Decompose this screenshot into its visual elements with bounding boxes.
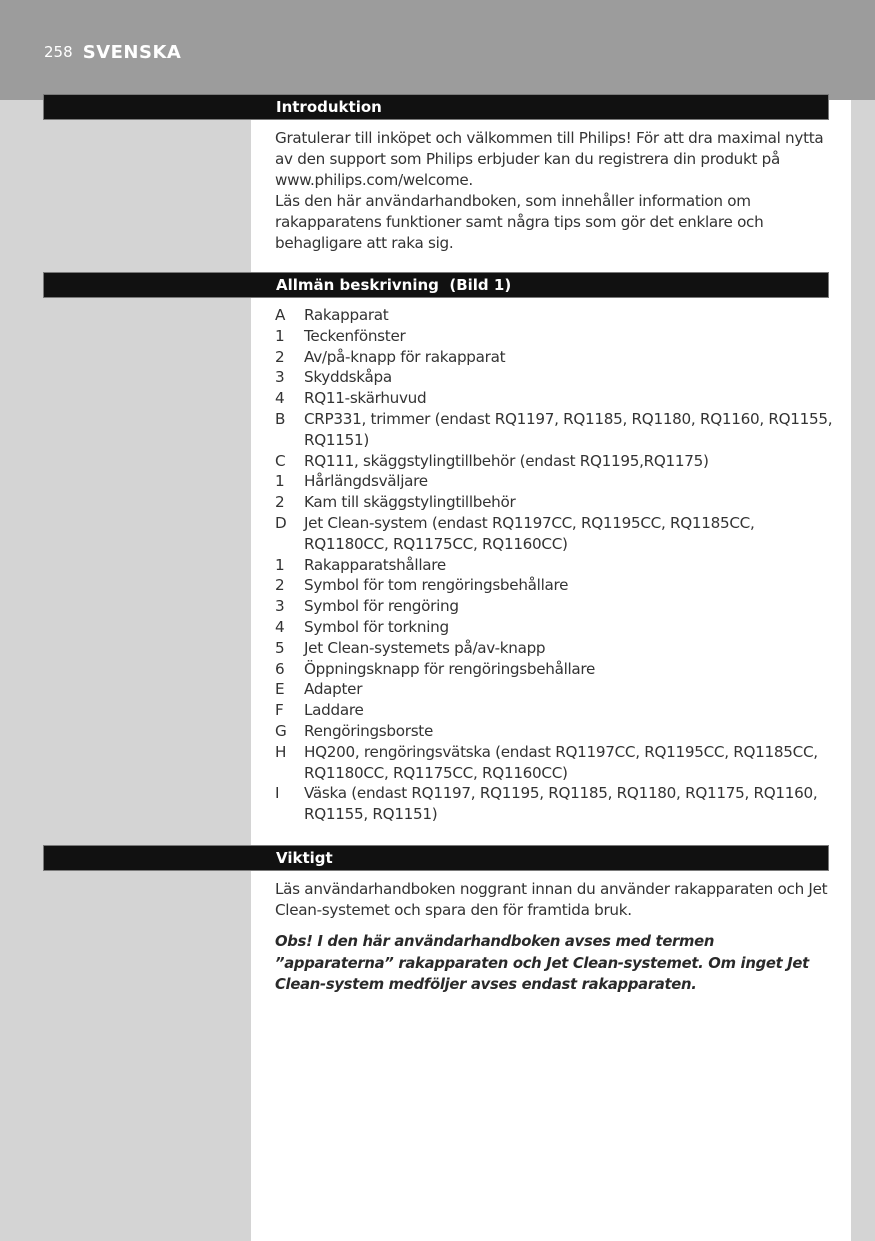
list-item-marker: F: [275, 701, 284, 720]
intro-text: [275, 128, 835, 254]
list-item: [275, 326, 840, 347]
list-item-text: Väska (endast RQ1197, RQ1195, RQ1185, RQ1180, RQ1175, RQ1160, RQ1155, RQ1151): [304, 784, 818, 824]
list-item-marker: 1: [275, 472, 285, 491]
list-item-marker: H: [275, 742, 287, 761]
list-item: [275, 555, 840, 576]
list-item-marker: C: [275, 451, 286, 470]
list-item-marker: 1: [275, 326, 285, 345]
list-item-text: Av/på-knapp för rakapparat: [304, 347, 506, 366]
list-item-text: Jet Clean-systemets på/av-knapp: [304, 638, 546, 657]
list-item-marker: 4: [275, 617, 285, 636]
list-item-text: Skyddskåpa: [304, 368, 392, 387]
page-number: 258: [44, 43, 73, 61]
list-item-text: HQ200, rengöringsvätska (endast RQ1197CC, RQ1195CC, RQ1185CC, RQ1180CC, RQ1175CC, RQ1160CC): [304, 742, 818, 782]
section-title-introduction: Introduktion: [276, 98, 382, 116]
section-title-important: Viktigt: [276, 849, 333, 867]
list-item: [275, 638, 840, 659]
list-item-text: RQ111, skäggstylingtillbehör (endast RQ1195,RQ1175): [304, 451, 709, 470]
list-item-marker: 2: [275, 576, 285, 595]
list-item-text: Adapter: [304, 680, 363, 699]
list-item-text: Rengöringsborste: [304, 721, 434, 740]
list-item-marker: 6: [275, 659, 285, 678]
list-item-text: Kam till skäggstylingtillbehör: [304, 493, 516, 512]
list-item-marker: D: [275, 513, 287, 532]
list-item: [275, 721, 840, 742]
list-item: [275, 783, 840, 825]
section-title-general-description: Allmän beskrivning (Bild 1): [276, 276, 512, 294]
list-item-text: Teckenfönster: [304, 326, 406, 345]
list-item-text: RQ11-skärhuvud: [304, 389, 427, 408]
language-label: SVENSKA: [82, 42, 182, 63]
list-item-text: Rakapparatshållare: [304, 555, 446, 574]
list-item: [275, 659, 840, 680]
section-bar-introduction: [43, 94, 829, 120]
list-item-text: Symbol för rengöring: [304, 597, 459, 616]
list-item-text: Öppningsknapp för rengöringsbehållare: [304, 659, 596, 678]
list-item: [275, 388, 840, 409]
list-item-marker: 2: [275, 493, 285, 512]
list-item: [275, 679, 840, 700]
list-item: [275, 367, 840, 388]
section-bar-important: [43, 845, 829, 871]
list-item: [275, 451, 840, 472]
list-item: [275, 347, 840, 368]
list-item-marker: E: [275, 680, 285, 699]
list-item-text: Jet Clean-system (endast RQ1197CC, RQ1195CC, RQ1185CC, RQ1180CC, RQ1175CC, RQ1160CC): [304, 513, 755, 553]
list-item-text: Hårlängdsväljare: [304, 472, 428, 491]
intro-paragraph: Gratulerar till inköpet och välkommen till Philips! För att dra maximal nytta av den support som Philips erbjuder kan du registrera din produkt på www.philips.com/welcome.: [275, 129, 824, 189]
list-item-text: Symbol för torkning: [304, 617, 449, 636]
list-item-marker: 3: [275, 597, 285, 616]
list-item-text: Symbol för tom rengöringsbehållare: [304, 576, 569, 595]
list-item-marker: 4: [275, 389, 285, 408]
list-item-marker: A: [275, 306, 286, 324]
list-item: [275, 617, 840, 638]
list-item: [275, 596, 840, 617]
list-item: [275, 700, 840, 721]
list-item: [275, 492, 840, 513]
list-item: [275, 305, 840, 326]
list-item: [275, 471, 840, 492]
list-item-marker: B: [275, 409, 286, 428]
list-item-marker: G: [275, 721, 287, 740]
list-item-text: CRP331, trimmer (endast RQ1197, RQ1185, RQ1180, RQ1160, RQ1155, RQ1151): [304, 409, 833, 449]
list-item-text: Laddare: [304, 701, 364, 720]
list-item: [275, 742, 840, 784]
list-item: [275, 409, 840, 451]
list-item-marker: 2: [275, 347, 285, 366]
page-header: [44, 42, 181, 63]
right-margin-strip: [851, 100, 875, 1241]
list-item-marker: 3: [275, 368, 285, 387]
list-item-marker: 1: [275, 555, 285, 574]
list-item-text: Rakapparat: [304, 306, 389, 324]
list-item-marker: 5: [275, 638, 285, 657]
important-text: [275, 879, 835, 921]
section-bar-general-description: [43, 272, 829, 298]
important-note: Obs! I den här användarhandboken avses med termen ”apparaterna” rakapparaten och Jet Clean-systemet. Om inget Jet Clean-system medföljer avses endast rakapparaten.: [275, 933, 809, 993]
important-paragraph: Läs användarhandboken noggrant innan du använder rakapparaten och Jet Clean-systemet och spara den för framtida bruk.: [275, 880, 828, 919]
list-item: [275, 513, 840, 555]
intro-paragraph: Läs den här användarhandboken, som innehåller information om rakapparatens funktioner samt några tips som gör det enklare och behagligare att raka sig.: [275, 192, 764, 252]
list-item: [275, 575, 840, 596]
list-item-marker: I: [275, 784, 280, 803]
parts-list: [275, 305, 840, 825]
